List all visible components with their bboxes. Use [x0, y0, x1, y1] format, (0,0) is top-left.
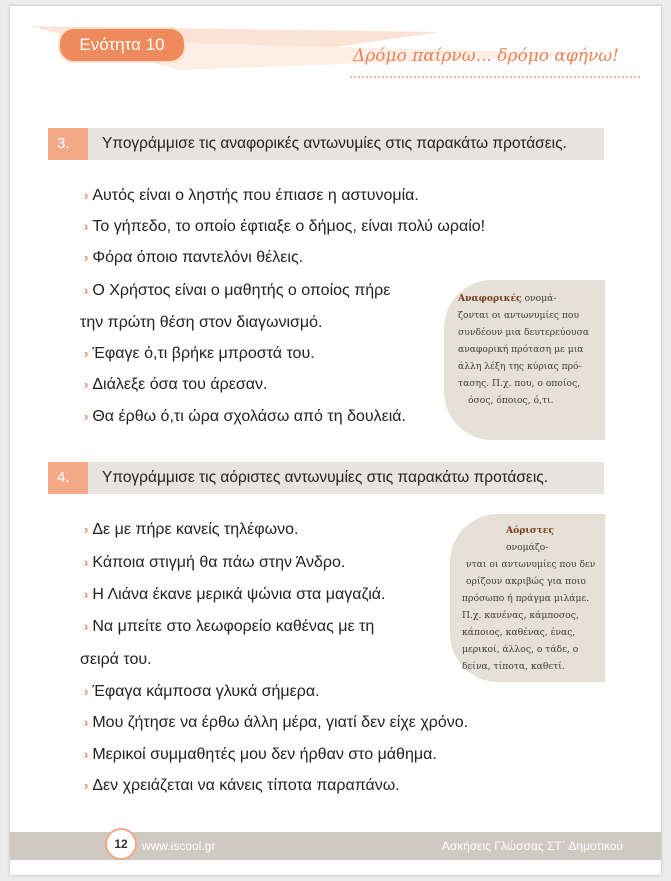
exercise-number: 3. — [48, 128, 88, 160]
sentence-line: › Ο Χρήστος είναι ο μαθητής ο οποίος πήρε — [84, 282, 391, 299]
chevron-right-icon: › — [84, 283, 89, 298]
unit-badge: Ενότητα 10 — [58, 27, 186, 63]
website-label: www.iscool.gr — [142, 839, 216, 853]
header-dotted-line — [350, 76, 640, 78]
sentence-line: › Διάλεξε όσα του άρεσαν. — [84, 376, 268, 393]
sentence-line: › Δεν χρειάζεται να κάνεις τίποτα παραπάνω. — [84, 777, 400, 794]
definition-note-indefinite: Αόριστες ονομάζο- νται οι αντωνυμίες που δεν ορίζουν ακριβώς για ποιο πρόσωπο ή πράγμα μιλάμε. Π.χ. κανένας, κάμποσος, κάποιος, καθένας, ένας, μερικοί, άλλος, ο τάδε, ο δείνα, τίποτα, καθετί. — [450, 514, 605, 682]
chevron-right-icon: › — [84, 778, 89, 793]
sentence-line: › Έφαγα κάμποσα γλυκά σήμερα. — [84, 683, 320, 700]
sentence-line: › Θα έρθω ό,τι ώρα σχολάσω από τη δουλειά. — [84, 408, 406, 425]
page-title: Δρόμο παίρνω... δρόμο αφήνω! — [352, 46, 619, 66]
sentence-line: › Μου ζήτησε να έρθω άλλη μέρα, γιατί δεν είχε χρόνο. — [84, 714, 469, 731]
chevron-right-icon: › — [84, 684, 89, 699]
chevron-right-icon: › — [84, 188, 89, 203]
exercise-3-header — [48, 128, 604, 160]
chevron-right-icon: › — [84, 587, 89, 602]
note-term: Αναφορικές — [458, 293, 522, 304]
chevron-right-icon: › — [84, 715, 89, 730]
exercise-number: 4. — [48, 462, 88, 494]
exercise-instruction: Υπογράμμισε τις αόριστες αντωνυμίες στις παρακάτω προτάσεις. — [88, 462, 604, 494]
chevron-right-icon: › — [84, 377, 89, 392]
sentence-line: › Αυτός είναι ο ληστής που έπιασε η αστυνομία. — [84, 187, 419, 204]
sentence-line: › Φόρα όποιο παντελόνι θέλεις. — [84, 249, 304, 266]
chevron-right-icon: › — [84, 250, 89, 265]
note-term: Αόριστες — [506, 525, 554, 536]
chevron-right-icon: › — [84, 747, 89, 762]
chevron-right-icon: › — [84, 409, 89, 424]
chevron-right-icon: › — [84, 219, 89, 234]
exercise-instruction: Υπογράμμισε τις αναφορικές αντωνυμίες στις παρακάτω προτάσεις. — [88, 128, 604, 160]
book-title: Ασκήσεις Γλώσσας ΣΤ΄ Δημοτικού — [441, 839, 623, 853]
page-number: 12 — [105, 828, 137, 860]
sentence-line: › Κάποια στιγμή θα πάω στην Άνδρο. — [84, 554, 346, 571]
chevron-right-icon: › — [84, 346, 89, 361]
sentence-line: › Να μπείτε στο λεωφορείο καθένας με τη — [84, 618, 375, 635]
worksheet-page — [10, 6, 661, 875]
sentence-line: › Το γήπεδο, το οποίο έφτιαξε ο δήμος, είναι πολύ ωραίο! — [84, 218, 486, 235]
sentence-line: › Η Λιάνα έκανε μερικά ψώνια στα μαγαζιά. — [84, 586, 386, 603]
sentence-line-continued: σειρά του. — [80, 651, 152, 668]
sentence-line: › Δε με πήρε κανείς τηλέφωνο. — [84, 521, 299, 538]
chevron-right-icon: › — [84, 619, 89, 634]
chevron-right-icon: › — [84, 522, 89, 537]
chevron-right-icon: › — [84, 555, 89, 570]
exercise-4-header — [48, 462, 604, 494]
sentence-line-continued: την πρώτη θέση στον διαγωνισμό. — [80, 314, 323, 331]
definition-note-relative: Αναφορικές ονομά- ζονται οι αντωνυμίες που συνδέουν μια δευτερεύουσα αναφορική πρόταση με μια άλλη λέξη της κύριας πρό- τασης. Π.χ. που, ο οποίος, όσος, όποιος, ό,τι. — [444, 280, 605, 440]
sentence-line: › Έφαγε ό,τι βρήκε μπροστά του. — [84, 345, 315, 362]
sentence-line: › Μερικοί συμμαθητές μου δεν ήρθαν στο μάθημα. — [84, 746, 437, 763]
